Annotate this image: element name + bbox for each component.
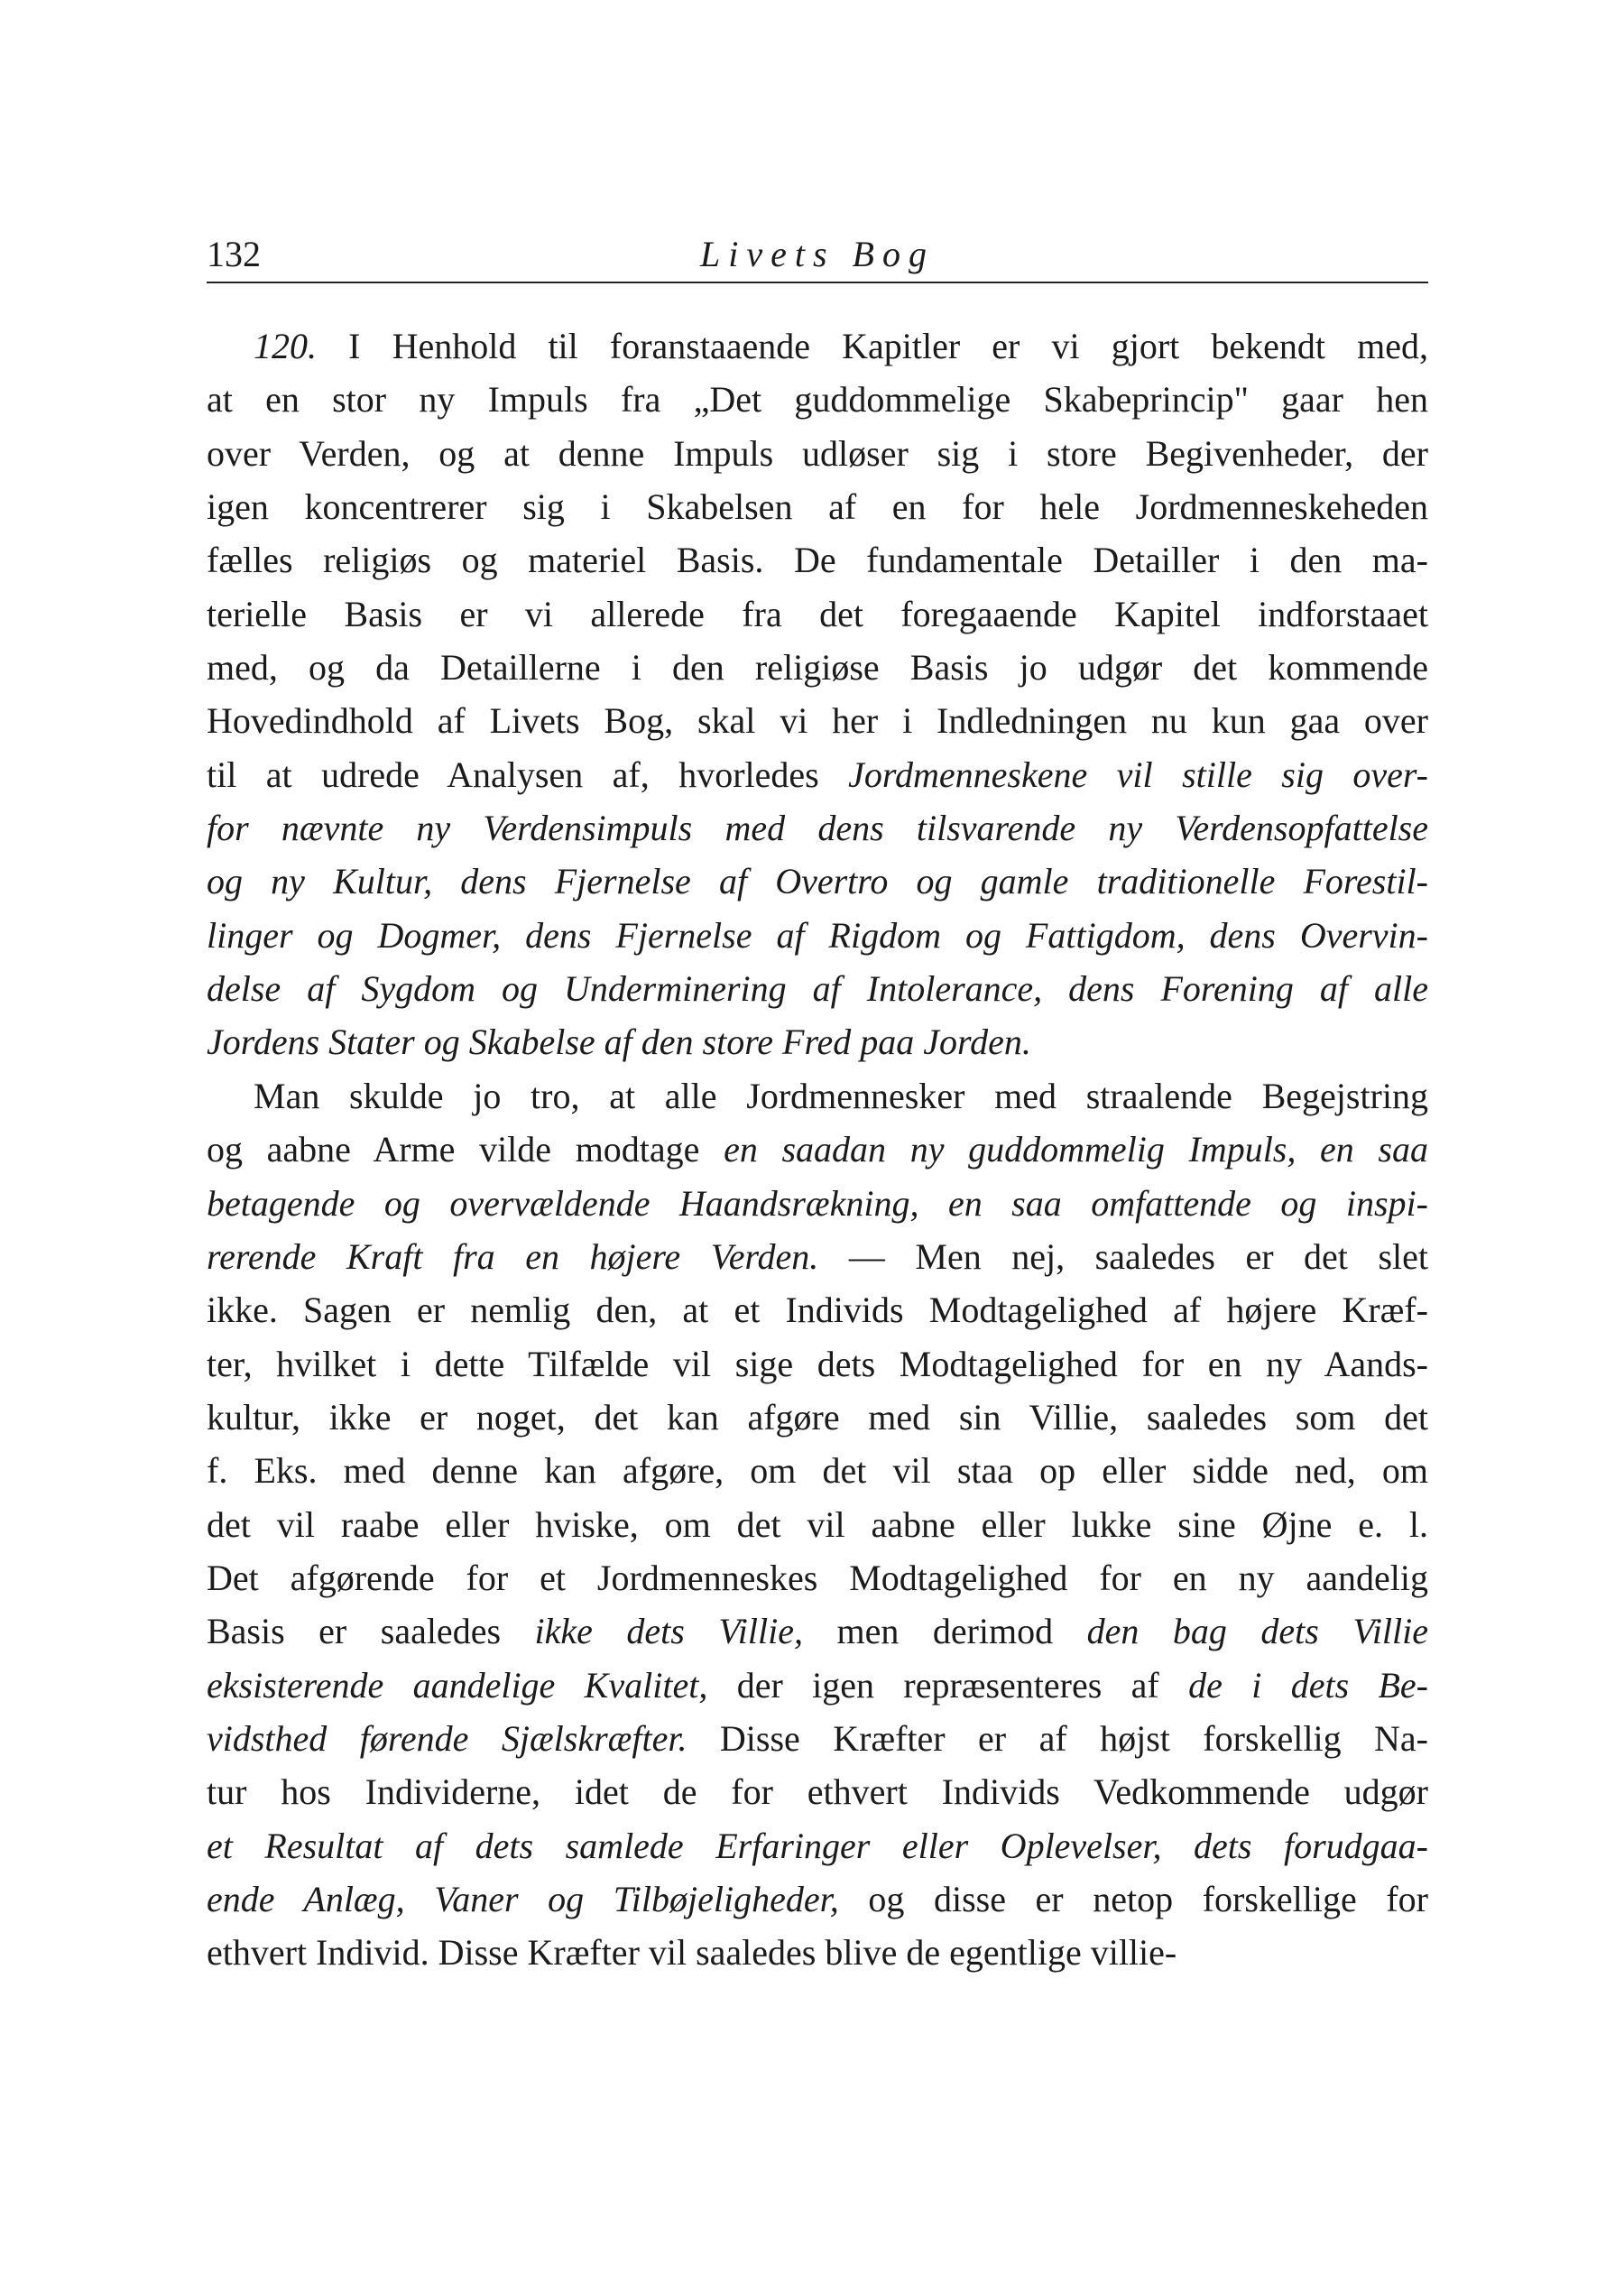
text-line — [207, 1765, 1428, 1818]
text-run: fælles religiøs og materiel Basis. De fundamentale Detailler i den ma- — [207, 540, 1428, 581]
text-run: der igen repræsenteres af — [707, 1664, 1189, 1706]
italic-run: rerende Kraft fra en højere Verden. — [207, 1235, 819, 1277]
text-line — [207, 1069, 1428, 1123]
text-line — [207, 480, 1428, 533]
italic-run: og ny Kultur, dens Fjernelse af Overtro og gamle traditionelle Forestil- — [207, 861, 1428, 902]
text-run: og aabne Arme vilde modtage — [207, 1129, 724, 1170]
text-run: tur hos Individerne, idet de for ethvert Individs Vedkommende udgør — [207, 1771, 1428, 1813]
text-line — [207, 427, 1428, 480]
text-line — [207, 801, 1428, 855]
text-run: at en stor ny Impuls fra „Det guddommelige Skabeprincip" gaar hen — [207, 379, 1428, 421]
text-run: f. Eks. med denne kan afgøre, om det vil staa op eller sidde ned, om — [207, 1450, 1428, 1492]
text-line — [207, 533, 1428, 587]
italic-run: en saadan ny guddommelig Impuls, en saa — [724, 1129, 1428, 1170]
italic-run: den bag dets Villie — [1086, 1611, 1429, 1652]
text-run: det vil raabe eller hviske, om det vil aabne eller lukke sine Øjne e. l. — [207, 1503, 1428, 1545]
text-line — [207, 373, 1428, 426]
page-number: 132 — [207, 234, 261, 274]
italic-run: Jordmenneskene vil stille sig over- — [848, 754, 1428, 795]
italic-run: betagende og overvældende Haandsrækning, en saa omfattende og inspi- — [207, 1182, 1428, 1224]
text-line — [207, 1444, 1428, 1497]
text-line — [207, 694, 1428, 747]
text-line — [207, 1337, 1428, 1391]
body-text — [207, 319, 1428, 1980]
paragraph — [207, 319, 1428, 1069]
text-line — [207, 909, 1428, 962]
text-line — [207, 1177, 1428, 1230]
running-head — [207, 227, 1428, 282]
text-line — [207, 1283, 1428, 1336]
text-line — [207, 1659, 1428, 1712]
running-title: Livets Bog — [700, 234, 935, 274]
text-run: Basis er saaledes — [207, 1611, 535, 1652]
text-line — [207, 1712, 1428, 1765]
text-run: — Men nej, saaledes er det slet — [818, 1235, 1429, 1277]
italic-run: for nævnte ny Verdensimpuls med dens tilsvarende ny Verdensopfattelse — [207, 808, 1428, 849]
text-line — [207, 1123, 1428, 1176]
text-run: Man skulde jo tro, at alle Jordmennesker med straalende Begejstring — [254, 1075, 1428, 1116]
text-run: over Verden, og at denne Impuls udløser sig i store Begivenheder, der — [207, 432, 1428, 474]
text-line — [207, 641, 1428, 694]
header-rule — [207, 282, 1428, 283]
text-line — [207, 1926, 1428, 1979]
text-line — [207, 1015, 1428, 1068]
text-run: ikke. Sagen er nemlig den, at et Individs Modtagelighed af højere Kræf- — [207, 1290, 1428, 1331]
text-line — [207, 319, 1428, 373]
text-line — [207, 1391, 1428, 1444]
italic-run: eksisterende aandelige Kvalitet, — [207, 1664, 708, 1706]
italic-run: et Resultat af dets samlede Erfaringer eller Oplevelser, dets forudgaa- — [207, 1825, 1428, 1866]
text-line — [207, 587, 1428, 641]
italic-run: delse af Sygdom og Underminering af Intolerance, dens Forening af alle — [207, 968, 1428, 1010]
text-line — [207, 855, 1428, 908]
italic-run: ikke dets Villie, — [534, 1611, 803, 1652]
text-run: med, og da Detaillerne i den religiøse Basis jo udgør det kommende — [207, 647, 1428, 689]
text-line — [207, 1230, 1428, 1283]
text-run: Det afgørende for et Jordmenneskes Modtagelighed for en ny aandelig — [207, 1557, 1428, 1598]
text-line — [207, 748, 1428, 801]
text-line — [207, 1872, 1428, 1926]
text-run: ter, hvilket i dette Tilfælde vil sige dets Modtagelighed for en ny Aands- — [207, 1343, 1428, 1384]
text-line — [207, 1819, 1428, 1872]
italic-run: de i dets Be- — [1188, 1664, 1429, 1706]
italic-run: vidsthed førende Sjælskræfter. — [207, 1717, 687, 1759]
text-run: og disse er netop forskellige for — [838, 1878, 1428, 1919]
italic-run: Jordens Stater og Skabelse af den store Fred paa Jorden. — [207, 1022, 1031, 1063]
text-run: til at udrede Analysen af, hvorledes — [207, 754, 849, 795]
text-run: I Henhold til foranstaaende Kapitler er vi gjort bekendt med, — [317, 326, 1428, 366]
text-run: Hovedindhold af Livets Bog, skal vi her i Indledningen nu kun gaa over — [207, 700, 1428, 742]
paragraph — [207, 1069, 1428, 1980]
italic-run: 120. — [254, 326, 317, 366]
text-line — [207, 1498, 1428, 1551]
italic-run: ende Anlæg, Vaner og Tilbøjeligheder, — [207, 1878, 839, 1919]
text-line — [207, 962, 1428, 1015]
text-run: men derimod — [803, 1611, 1087, 1652]
text-run: kultur, ikke er noget, det kan afgøre med sin Villie, saaledes som det — [207, 1396, 1428, 1438]
text-run: ethvert Individ. Disse Kræfter vil saaledes blive de egentlige villie- — [207, 1932, 1177, 1974]
text-run: Disse Kræfter er af højst forskellig Na- — [687, 1717, 1429, 1759]
text-run: terielle Basis er vi allerede fra det foregaaende Kapitel indforstaaet — [207, 593, 1428, 634]
text-line — [207, 1551, 1428, 1604]
text-run: igen koncentrerer sig i Skabelsen af en for hele Jordmenneskeheden — [207, 486, 1428, 528]
text-line — [207, 1604, 1428, 1658]
italic-run: linger og Dogmer, dens Fjernelse af Rigdom og Fattigdom, dens Overvin- — [207, 914, 1428, 956]
